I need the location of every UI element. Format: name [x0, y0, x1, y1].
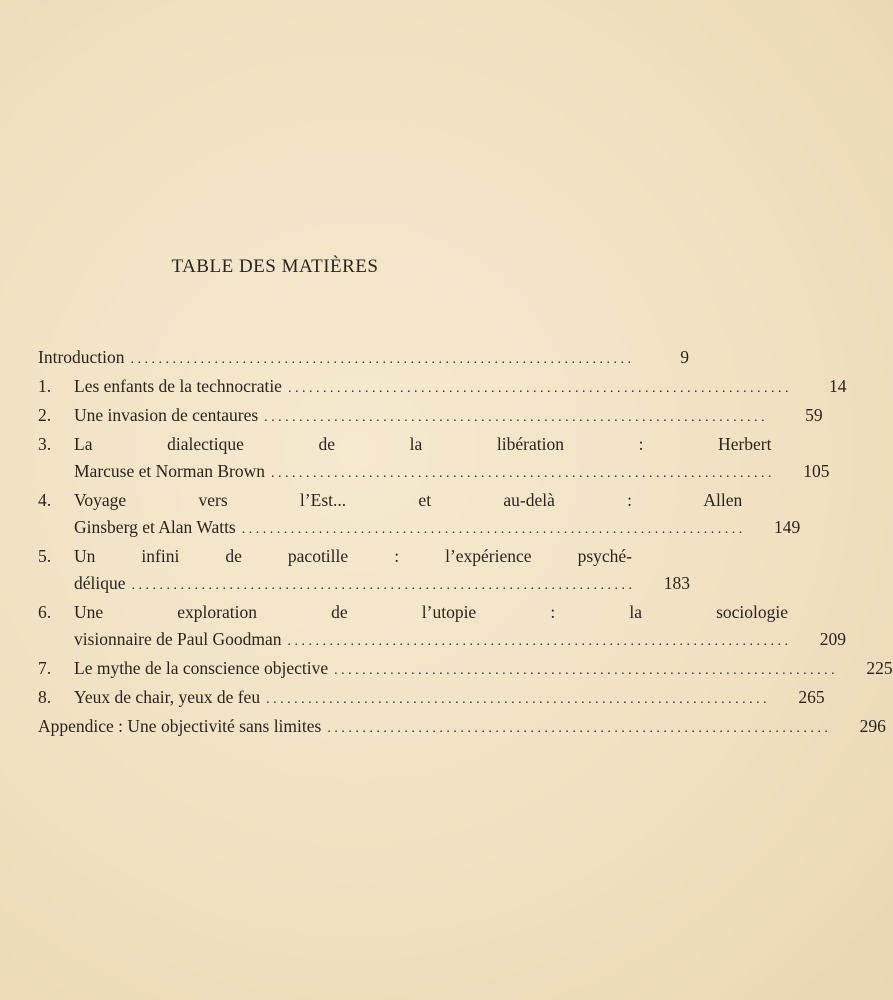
dot-leader — [266, 684, 767, 713]
toc-page-number: 105 — [803, 461, 830, 481]
toc-entry-number: 7. — [38, 658, 52, 678]
toc-entry-appendix — [38, 713, 886, 742]
toc-page-number: 209 — [819, 629, 847, 649]
toc-entry-2 — [38, 402, 823, 431]
dot-leader — [288, 373, 789, 402]
toc-page-number: 59 — [805, 405, 823, 425]
toc-entry-number: 6. — [38, 602, 52, 622]
toc-entry-3 — [38, 431, 830, 487]
toc-page-number: 149 — [774, 517, 801, 537]
toc-entry-title-continued: Marcuse et Norman Brown — [74, 461, 265, 481]
toc-entry-title: Yeux de chair, yeux de feu — [74, 687, 261, 707]
dot-leader — [264, 402, 765, 431]
toc-page-number: 183 — [663, 573, 691, 593]
dot-leader — [131, 344, 632, 373]
page-title: TABLE DES MATIÈRES — [171, 256, 379, 277]
toc-entry-number: 3. — [38, 434, 52, 454]
toc-entry-number: 5. — [38, 546, 52, 566]
toc-entry-number: 4. — [38, 490, 52, 510]
toc-entry-4 — [38, 487, 801, 543]
toc-entry-title: La dialectique de la libération : Herbert — [74, 434, 772, 454]
toc-entry-title-continued: visionnaire de Paul Goodman — [74, 629, 282, 649]
toc-page-number: 265 — [798, 687, 825, 707]
dot-leader — [327, 713, 828, 742]
table-of-contents — [38, 344, 893, 742]
toc-entry-title: Le mythe de la conscience objective — [74, 658, 329, 678]
toc-entry-number: 8. — [38, 687, 52, 707]
toc-entry-number: 1. — [38, 376, 52, 396]
toc-entry-introduction — [38, 344, 690, 373]
toc-entry-title-continued: Ginsberg et Alan Watts — [74, 517, 236, 537]
dot-leader — [288, 626, 789, 655]
toc-entry-title: Les enfants de la technocratie — [74, 376, 282, 396]
toc-entry-number: 2. — [38, 405, 52, 425]
dot-leader — [334, 655, 835, 684]
toc-entry-8 — [38, 684, 825, 713]
toc-entry-title: Un infini de pacotille : l’expérience psyché- — [74, 546, 633, 566]
toc-entry-5 — [38, 543, 691, 599]
toc-entry-title: Voyage vers l’Est... et au-delà : Allen — [74, 490, 743, 510]
toc-entry-1 — [38, 373, 847, 402]
toc-page-number: 14 — [828, 376, 847, 396]
toc-entry-title: Une exploration de l’utopie : la sociologie — [74, 602, 789, 622]
toc-page-number: 9 — [680, 347, 690, 367]
dot-leader — [271, 458, 772, 487]
dot-leader — [242, 514, 743, 543]
dot-leader — [132, 570, 633, 599]
toc-entry-title-continued: délique — [74, 573, 126, 593]
toc-entry-title: Introduction — [38, 347, 125, 367]
toc-page-number: 225 — [866, 658, 893, 678]
toc-entry-6 — [38, 599, 847, 655]
toc-entry-title: Une invasion de centaures — [74, 405, 259, 425]
toc-entry-7 — [38, 655, 893, 684]
toc-page-number: 296 — [859, 716, 886, 736]
toc-entry-title: Appendice : Une objectivité sans limites — [38, 716, 322, 736]
